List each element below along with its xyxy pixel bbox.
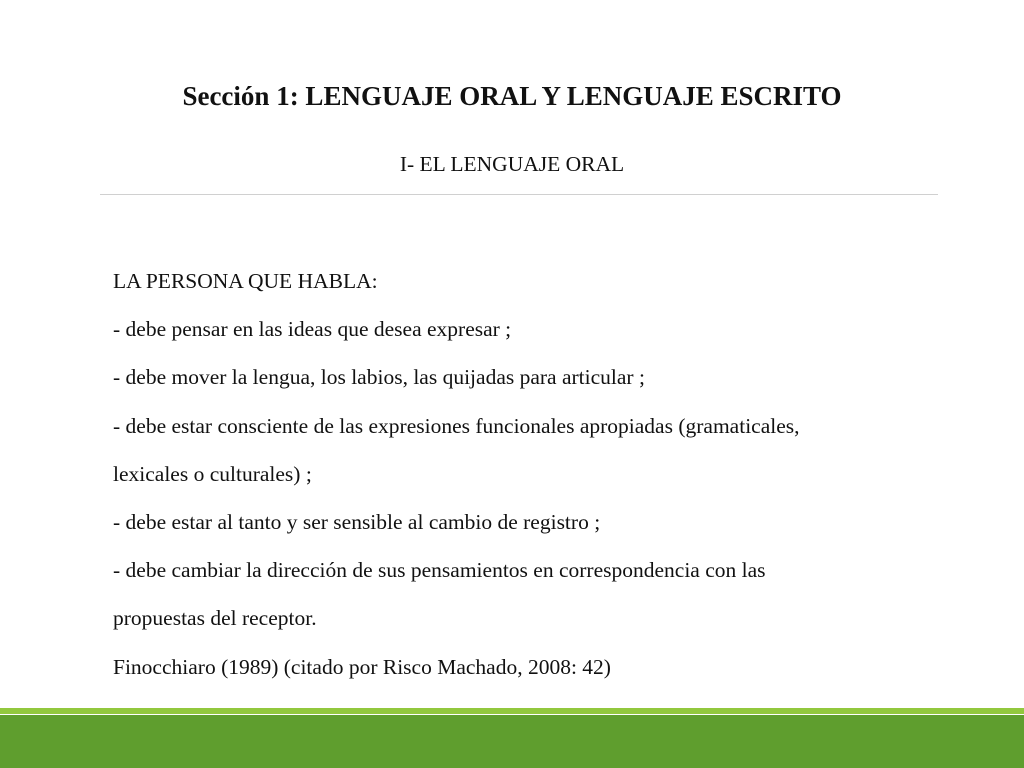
citation: Finocchiaro (1989) (citado por Risco Machado, 2008: 42) <box>113 654 611 679</box>
body-line: - debe estar al tanto y ser sensible al cambio de registro ; <box>113 509 601 534</box>
body-line: - debe estar consciente de las expresiones funcionales apropiadas (gramaticales, <box>113 413 800 438</box>
body-line: - debe pensar en las ideas que desea expresar ; <box>113 317 512 342</box>
slide-title: Sección 1: LENGUAJE ORAL Y LENGUAJE ESCRITO <box>182 81 842 111</box>
footer-band-light <box>0 708 1024 714</box>
title-divider <box>100 194 938 195</box>
body-heading: LA PERSONA QUE HABLA: <box>113 269 378 293</box>
body-line: propuestas del receptor. <box>113 606 317 631</box>
body-line: - debe cambiar la dirección de sus pensamientos en correspondencia con las <box>113 558 766 583</box>
body-text <box>113 257 953 691</box>
body-line: - debe mover la lengua, los labios, las quijadas para articular ; <box>113 365 645 390</box>
slide-subtitle: I- EL LENGUAJE ORAL <box>399 152 625 176</box>
body-line: lexicales o culturales) ; <box>113 461 312 486</box>
footer-band-dark <box>0 715 1024 768</box>
